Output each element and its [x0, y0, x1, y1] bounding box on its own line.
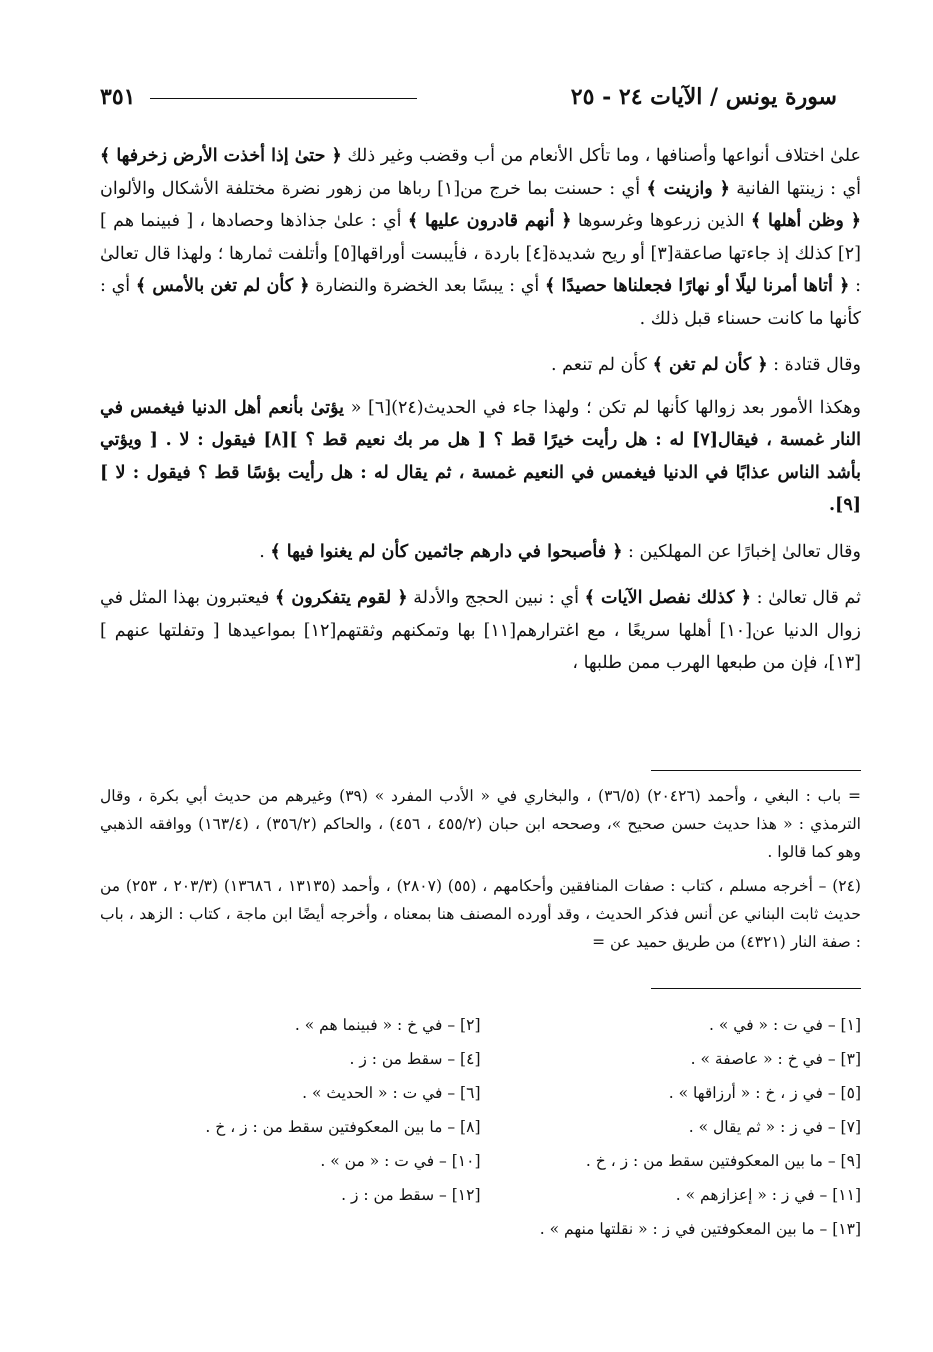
footnotes: [100, 782, 861, 962]
text-run: أي : كأنها ما كانت حسناء قبل ذلك .: [100, 276, 861, 329]
quran-quote: ﴿ كذلك نفصل الآيات ﴾: [584, 588, 752, 608]
quran-quote: ﴿ حتىٰ إذا أخذت الأرض زخرفها ﴾: [100, 146, 342, 166]
text-run: وهكذا الأمور بعد زوالها كأنها لم تكن ؛ ولهذا جاء في الحديث(٢٤)[٦] «: [344, 397, 861, 418]
body-paragraph: [100, 349, 861, 382]
page-number: ٣٥١: [100, 84, 136, 110]
quran-quote: ﴿ وظن أهلها ﴾: [750, 211, 861, 231]
quran-quote: ﴿ كأن لم تغن ﴾: [652, 355, 768, 375]
text-run: وقال قتادة :: [767, 355, 861, 375]
quran-quote: يؤتىٰ بأنعم أهل الدنيا فيغمس في النار غمسة ، فيقال[٧] له : هل رأيت خيرًا قط ؟ [ هل مر بك نعيم قط ؟ ][٨] فيقول : لا . [ ويؤتي بأشد الناس عذابًا في الدنيا فيغمس في النعيم غمسة ، ثم يقال له : هل رأيت بؤسًا قط ؟ فيقول : لا ][٩].: [100, 397, 861, 515]
text-run: كأن لم تنعم .: [551, 355, 653, 375]
variant-note: [٩] – ما بين المعكوفتين سقط من : ز ، خ .: [585, 1152, 861, 1170]
body-paragraph: [100, 582, 861, 680]
variant-note: [٣] – في خ : « عاصفة » .: [690, 1050, 861, 1068]
quran-quote: ﴿ كأن لم تغن بالأمس ﴾: [135, 276, 310, 296]
quran-quote: ﴿ أنهم قادرون عليها ﴾: [407, 211, 572, 231]
text-run: فيعتبرون بهذا المثل في زوال الدنيا عن[١٠] أهلها سريعًا ، مع اغترارهم[١١] بها وتمكنهم وثقتهم[١٢] بمواعيدها [ وتفلتها عنهم ][١٣]، فإن من طبعها الهرب ممن طلبها ،: [100, 588, 861, 673]
quran-quote: ﴿ وازينت ﴾: [646, 178, 730, 199]
variant-note: [١١] – في ز : « إعزازهم » .: [675, 1186, 861, 1204]
text-run: .: [259, 541, 271, 562]
text-run: ثم قال تعالىٰ :: [751, 588, 861, 608]
variant-note: [١٠] – في ت : « من » .: [320, 1152, 481, 1170]
text-run: وقال تعالىٰ إخبارًا عن المهلكين :: [622, 541, 861, 562]
text-run: أي : يبسًا بعد الخضرة والنضارة: [309, 276, 545, 296]
body-paragraph: [100, 140, 861, 335]
text-run: الذين زرعوها وغرسوها: [571, 211, 751, 231]
text-run: علىٰ اختلاف أنواعها وأصنافها ، وما تأكل الأنعام من أب وقضب وغير ذلك: [341, 146, 861, 166]
running-title: سورة يونس / الآيات ٢٤ - ٢٥: [570, 84, 837, 110]
variant-note: [٥] – في ز ، خ : « أرزاقها » .: [668, 1084, 861, 1102]
running-header: [100, 84, 837, 116]
quran-quote: ﴿ لقوم يتفكرون ﴾: [274, 588, 408, 608]
variants-list: [100, 1008, 861, 1246]
variant-note: [٤] – سقط من : ز .: [349, 1050, 481, 1068]
footnote-separator: [651, 770, 861, 771]
variant-note: [٨] – ما بين المعكوفتين سقط من : ز ، خ .: [205, 1118, 481, 1136]
footnote: = باب : البغي ، وأحمد (٢٠٤٢٦) (٣٦/٥) ، والبخاري في « الأدب المفرد » (٣٩) وغيرهم من حديث أبي بكرة ، وقال الترمذي : « هذا حديث حسن صحيح »، وصححه ابن حبان (٤٥٥/٢ ، ٤٥٦) ، والحاكم (٣٥٦/٢) ، (١٦٣/٤) ووافقه الذهبي وهو كما قالوا .: [100, 787, 861, 861]
footnote: (٢٤) – أخرجه مسلم ، كتاب : صفات المنافقين وأحكامهم ، (٥٥) (٢٨٠٧) ، وأحمد (١٣١٣٥ ، ١٣٦٨٦) (٢٠٣/٣ ، ٢٥٣) من حديث ثابت البناني عن أنس فذكر الحديث ، وقد أورده المصنف هنا بمعناه ، وأخرجه أيضًا ابن ماجة ، كتاب : الزهد ، باب : صفة النار (٤٣٢١) من طريق حميد عن =: [100, 877, 861, 951]
variant-note: [٧] – في ز : « ثم يقال » .: [688, 1118, 861, 1136]
quran-quote: ﴿ فأصبحوا في دارهم جاثمين كأن لم يغنوا فيها ﴾: [270, 541, 623, 562]
text-run: أي : زينتها الفانية: [729, 178, 862, 199]
body-paragraph: [100, 536, 861, 569]
quran-quote: ﴿ أتاها أمرنا ليلًا أو نهارًا فجعلناها حصيدًا ﴾: [545, 276, 850, 296]
body-paragraph: [100, 392, 861, 522]
text-run: أي : حسنت بما خرج من[١] رباها من زهور نضرة مختلفة الأشكال والألوان: [100, 178, 647, 199]
header-rule: [150, 98, 417, 99]
text-run: أي : علىٰ جذاذها وحصادها ، [ فبينما هم ][٢] كذلك إذ جاءتها صاعقة[٣] أو ريح شديدة[٤] باردة ، فأيبست أوراقها[٥] وأتلفت ثمارها ؛ ولهذا قال تعالىٰ :: [100, 211, 862, 296]
variant-note: [٦] – في ت : « الحديث » .: [302, 1084, 481, 1102]
variants-separator: [651, 988, 861, 989]
main-text: [100, 140, 861, 690]
text-run: أي : نبين الحجج والأدلة: [407, 588, 585, 608]
manuscript-variants: [100, 1008, 861, 1246]
variant-note: [١٣] – ما بين المعكوفتين في ز : « نقلتها منهم » .: [539, 1220, 861, 1238]
variant-note: [١٢] – سقط من : ز .: [341, 1186, 481, 1204]
variant-note: [٢] – في خ : « فبينما هم » .: [294, 1016, 481, 1034]
variant-note: [١] – في ت : « في » .: [709, 1016, 861, 1034]
